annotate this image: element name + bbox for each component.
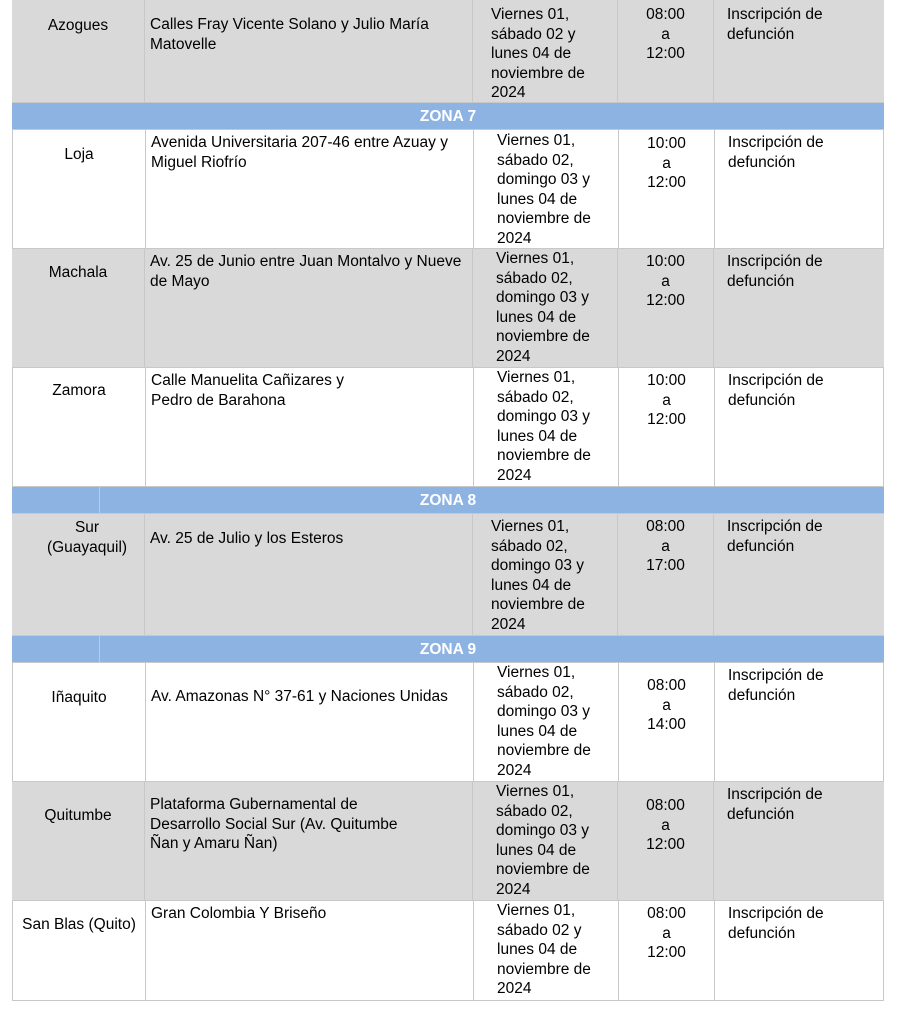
hours-cell: 08:00 a 12:00 [617, 782, 713, 900]
table-row [12, 901, 884, 1001]
schedule-table [12, 0, 884, 1001]
dates-cell: Viernes 01, sábado 02, domingo 03 y lunes 04 de noviembre de 2024 [472, 514, 617, 635]
zone-header-7 [12, 103, 884, 130]
zone-title: ZONA 9 [419, 641, 477, 658]
zone-header-9 [12, 636, 884, 663]
table-row [12, 514, 884, 636]
city-cell: Sur (Guayaquil) [46, 519, 128, 556]
service-cell: Inscripción de defunción [713, 514, 884, 635]
hours-cell: 08:00 a 14:00 [618, 663, 714, 781]
zone-title: ZONA 8 [419, 492, 477, 509]
table-row [12, 663, 884, 782]
city-cell: Zamora [52, 382, 106, 399]
service-cell: Inscripción de defunción [713, 249, 884, 367]
table-row [12, 0, 884, 103]
hours-cell: 10:00 a 12:00 [618, 368, 714, 486]
dates-cell: Viernes 01, sábado 02, domingo 03 y lunes 04 de noviembre de 2024 [473, 663, 618, 781]
hours-cell: 10:00 a 12:00 [618, 130, 714, 248]
address-cell: Avenida Universitaria 207-46 entre Azuay y Miguel Riofrío [145, 130, 473, 248]
dates-cell: Viernes 01, sábado 02 y lunes 04 de noviembre de 2024 [472, 0, 617, 102]
dates-cell: Viernes 01, sábado 02, domingo 03 y lunes 04 de noviembre de 2024 [473, 368, 618, 486]
dates-cell: Viernes 01, sábado 02, domingo 03 y lunes 04 de noviembre de 2024 [473, 130, 618, 248]
zone-title: ZONA 7 [419, 108, 477, 125]
city-cell: Iñaquito [51, 689, 107, 706]
address-cell: Av. 25 de Julio y los Esteros [144, 514, 472, 635]
hours-cell: 08:00 a 12:00 [617, 0, 713, 102]
service-cell: Inscripción de defunción [714, 901, 885, 1000]
dates-cell: Viernes 01, sábado 02 y lunes 04 de noviembre de 2024 [473, 901, 618, 1000]
table-row [12, 249, 884, 368]
table-row [12, 782, 884, 901]
service-cell: Inscripción de defunción [714, 663, 885, 781]
city-cell: Quitumbe [44, 807, 112, 824]
address-cell: Calles Fray Vicente Solano y Julio María Matovelle [144, 0, 472, 102]
service-cell: Inscripción de defunción [713, 0, 884, 102]
city-cell: San Blas (Quito) [22, 916, 136, 933]
zone-header-8 [12, 487, 884, 514]
hours-cell: 10:00 a 12:00 [617, 249, 713, 367]
table-row [12, 368, 884, 487]
address-cell: Plataforma Gubernamental de Desarrollo Social Sur (Av. Quitumbe Ñan y Amaru Ñan) [144, 782, 472, 900]
hours-cell: 08:00 a 17:00 [617, 514, 713, 635]
address-cell: Gran Colombia Y Briseño [145, 901, 473, 1000]
address-cell: Calle Manuelita Cañizares y Pedro de Barahona [145, 368, 473, 486]
service-cell: Inscripción de defunción [713, 782, 884, 900]
table-row [12, 130, 884, 249]
dates-cell: Viernes 01, sábado 02, domingo 03 y lunes 04 de noviembre de 2024 [472, 782, 617, 900]
city-cell: Machala [48, 264, 108, 281]
hours-cell: 08:00 a 12:00 [618, 901, 714, 1000]
city-cell: Loja [64, 146, 94, 163]
city-cell: Azogues [47, 17, 109, 34]
dates-cell: Viernes 01, sábado 02, domingo 03 y lunes 04 de noviembre de 2024 [472, 249, 617, 367]
address-cell: Av. Amazonas N° 37-61 y Naciones Unidas [145, 663, 473, 781]
service-cell: Inscripción de defunción [714, 368, 885, 486]
service-cell: Inscripción de defunción [714, 130, 885, 248]
address-cell: Av. 25 de Junio entre Juan Montalvo y Nueve de Mayo [144, 249, 472, 367]
